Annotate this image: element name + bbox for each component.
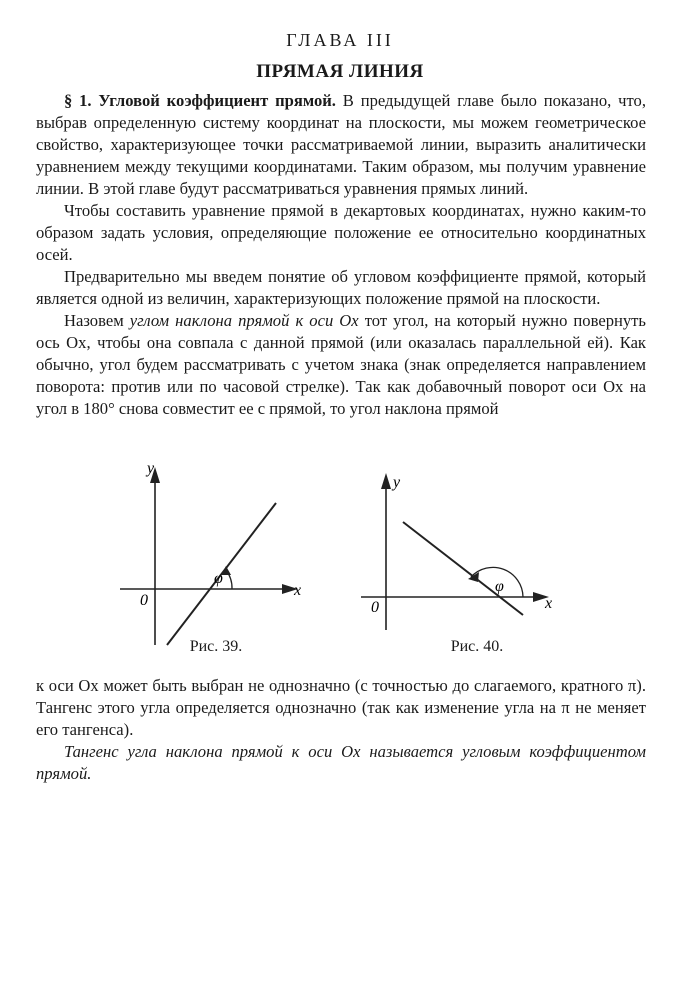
- paragraph-1-text: В предыдущей главе было показано, что, выбрав определенную систему координат на плоскости, мы можем геометрическое свойство, характеризующее точки рассматриваемой линии, выразить аналитически уравнением между текущими координатами. Таким образом, мы получим уравнение линии. В этой главе будут рассматриваться уравнения прямых линий.: [36, 91, 646, 198]
- paragraph-5: к оси Ox может быть выбран не однозначно (с точностью до слагаемого, кратного π). Тангенс этого угла определяется однозначно (так как изменение угла на π не меняет его тангенса).: [36, 676, 646, 739]
- paragraph-1: [36, 90, 646, 200]
- figure-39-caption: Рис. 39.: [189, 638, 243, 655]
- figure-40-caption: Рис. 40.: [450, 638, 504, 655]
- section-heading: § 1. Угловой коэффициент прямой.: [64, 91, 336, 110]
- text-block-bottom: [36, 675, 646, 785]
- y-axis-arrow: [381, 473, 391, 489]
- angle-label: φ: [495, 578, 504, 595]
- x-label: x: [545, 595, 553, 612]
- line: [403, 522, 523, 615]
- text-block-top: [36, 90, 646, 420]
- y-label: y: [393, 474, 401, 491]
- angle-label: φ: [214, 570, 223, 587]
- paragraph-3: Предварительно мы введем понятие об угловом коэффициенте прямой, который является одной из величин, характеризующих положение прямой на плоскости.: [36, 267, 646, 308]
- definition-slope: Тангенс угла наклона прямой к оси Ox называется угловым коэффициентом прямой.: [36, 742, 646, 783]
- chapter-heading: ГЛАВА III: [286, 30, 394, 50]
- figure-39: [110, 455, 320, 665]
- paragraph-4-start: Назовем: [64, 311, 124, 330]
- figure-40: [355, 465, 570, 645]
- chapter-title: ПРЯМАЯ ЛИНИЯ: [256, 61, 424, 82]
- paragraph-6: [36, 741, 646, 785]
- x-label: x: [294, 582, 302, 599]
- paragraph-4-rest: тот угол, на который нужно повернуть ось Ox, чтобы она совпала с данной прямой (или оказалась параллельной ей). Как обычно, угол будем рассматривать с учетом знака (знак определяется направлением поворота: против или по часовой стрелке). Так как добавочный поворот оси Ox на угол в 180° снова совместит ее с прямой, то угол наклона прямой: [36, 311, 646, 418]
- y-label: y: [147, 460, 155, 477]
- origin-label: 0: [371, 599, 379, 616]
- paragraph-2: Чтобы составить уравнение прямой в декартовых координатах, нужно каким-то образом задать условия, определяющие положение ее относительно координатных осей.: [36, 201, 646, 264]
- paragraph-4: [36, 310, 646, 420]
- term-angle-of-inclination: углом наклона прямой к оси Ox: [129, 311, 359, 330]
- origin-label: 0: [140, 592, 148, 609]
